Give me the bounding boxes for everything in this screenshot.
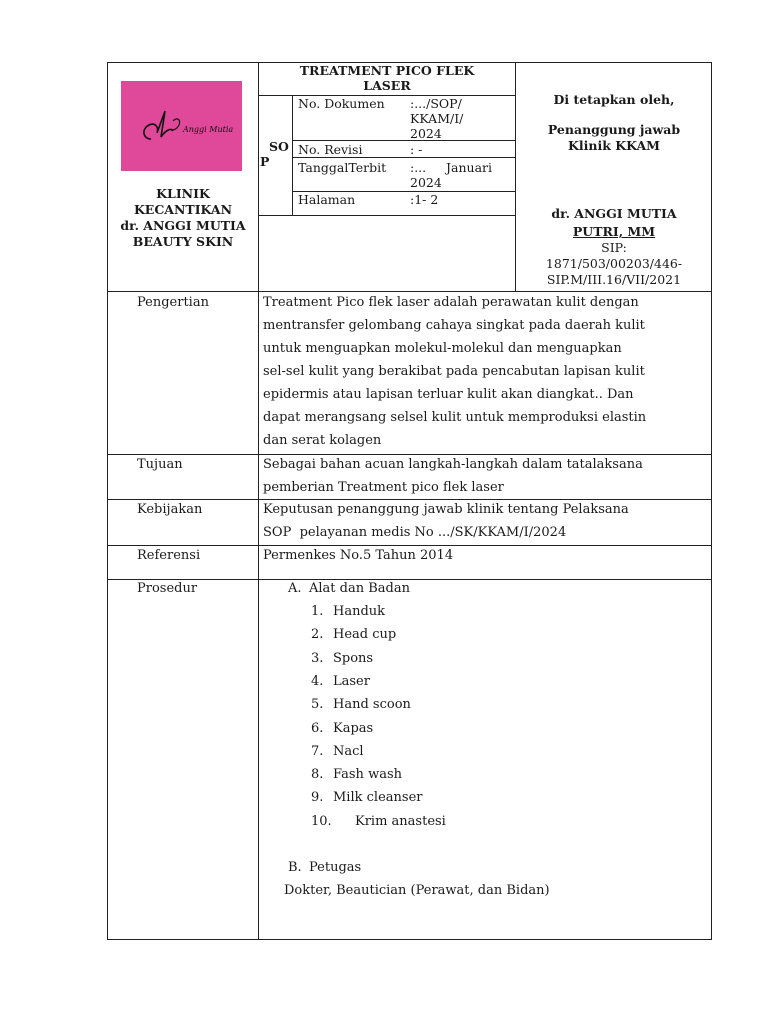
approval-name <box>517 205 711 241</box>
kebijakan-text <box>263 498 704 544</box>
paragraph-line: dan serat kolagen <box>263 433 382 448</box>
section-label-pengertian: Pengertian <box>137 295 209 310</box>
section-label-kebijakan: Kebijakan <box>137 502 203 517</box>
list-item-text: Handuk <box>333 604 386 619</box>
paragraph-line: sel-sel kulit yang berakibat pada pencabutan lapisan kulit <box>263 364 645 379</box>
list-marker-b: B. <box>288 860 302 875</box>
paragraph-line: mentransfer gelombang cahaya singkat pada daerah kulit <box>263 318 645 333</box>
clinic-logo <box>121 81 242 171</box>
list-item-text: Fash wash <box>333 767 402 783</box>
meta-value-line: 2024 <box>410 175 442 190</box>
list-marker-a: A. <box>288 581 302 596</box>
approval-role-line: Penanggung jawab <box>547 122 681 137</box>
paragraph-line: Keputusan penanggung jawab klinik tentang Pelaksana <box>263 502 629 517</box>
list-item-text: Laser <box>333 673 370 689</box>
meta-label-no-revisi: No. Revisi <box>298 142 363 157</box>
pengertian-text <box>263 291 704 452</box>
approval-set-by: Di tetapkan oleh, <box>553 92 675 107</box>
approval-name-line: PUTRI, MM <box>572 224 656 239</box>
meta-value-line: KKAM/I/ <box>410 111 464 126</box>
list-item-text: Head cup <box>333 627 397 643</box>
section-label-tujuan: Tujuan <box>137 457 183 472</box>
paragraph-line: dapat merangsang selsel kulit untuk memproduksi elastin <box>263 410 647 425</box>
list-item-number: 6. <box>311 720 324 736</box>
meta-value-no-revisi: : - <box>410 142 423 157</box>
list-item-text: Nacl <box>333 743 364 759</box>
meta-label-no-dokumen: No. Dokumen <box>298 96 385 111</box>
prosedur-b-text: Dokter, Beautician (Perawat, dan Bidan) <box>284 883 550 898</box>
clinic-name <box>110 186 256 250</box>
list-item-number: 10. <box>311 813 332 829</box>
list-item-text: Krim anastesi <box>355 813 446 829</box>
meta-label-tanggal-terbit: TanggalTerbit <box>298 160 387 175</box>
meta-value-halaman: :1- 2 <box>410 192 439 207</box>
list-item-number: 3. <box>311 650 324 666</box>
list-item-text: Kapas <box>333 720 374 736</box>
paragraph-line: pemberian Treatment pico flek laser <box>263 480 504 495</box>
list-item-number: 2. <box>311 627 324 643</box>
list-item-number: 5. <box>311 697 324 713</box>
clinic-name-line: BEAUTY SKIN <box>132 234 234 249</box>
section-label-referensi: Referensi <box>137 548 201 563</box>
approval-sip-line: SIP.M/III.16/VII/2021 <box>546 272 682 287</box>
meta-value-line: :.../SOP/ <box>410 96 462 111</box>
prosedur-b-title: Petugas <box>309 860 362 875</box>
tujuan-text <box>263 453 704 499</box>
approval-sip-label: SIP: <box>601 240 627 255</box>
sop-label-line: SO <box>269 139 289 154</box>
paragraph-line: epidermis atau lapisan terluar kulit akan diangkat.. Dan <box>263 387 634 402</box>
approval-name-line: dr. ANGGI MUTIA <box>551 206 677 221</box>
paragraph-line: untuk menguapkan molekul-molekul dan menguapkan <box>263 341 622 356</box>
document-title <box>260 63 514 93</box>
approval-sip <box>517 240 711 288</box>
meta-value-line: :... Januari <box>410 160 492 175</box>
section-label-prosedur: Prosedur <box>137 581 198 596</box>
approval-role-line: Klinik KKAM <box>568 138 660 153</box>
sop-label <box>260 139 289 169</box>
document-title-line: TREATMENT PICO FLEK <box>299 63 475 78</box>
logo-text: Anggi Mutia <box>183 125 234 134</box>
list-item-number: 7. <box>311 743 324 759</box>
approval-role <box>517 122 711 154</box>
meta-value-tanggal-terbit <box>410 160 492 190</box>
list-item-number: 1. <box>311 604 324 619</box>
paragraph-line: SOP pelayanan medis No .../SK/KKAM/I/2024 <box>263 525 567 540</box>
clinic-name-line: KECANTIKAN <box>133 202 233 217</box>
meta-value-no-dokumen <box>410 96 463 141</box>
clinic-name-line: KLINIK <box>156 186 210 201</box>
list-item-text: Milk cleanser <box>333 790 423 806</box>
list-item-text: Hand scoon <box>333 697 411 713</box>
clinic-name-line: dr. ANGGI MUTIA <box>120 218 246 233</box>
list-item-number: 8. <box>311 767 324 783</box>
prosedur-a-title: Alat dan Badan <box>309 581 410 596</box>
document-title-line: LASER <box>363 78 411 93</box>
referensi-text: Permenkes No.5 Tahun 2014 <box>263 548 454 563</box>
approval-sip-line: 1871/503/00203/446- <box>545 256 683 271</box>
list-item-number: 4. <box>311 673 324 689</box>
list-item-number: 9. <box>311 790 324 806</box>
sop-label-line: P <box>260 154 270 169</box>
meta-value-line: 2024 <box>410 126 442 141</box>
list-item-text: Spons <box>333 650 374 666</box>
meta-label-halaman: Halaman <box>298 192 356 207</box>
paragraph-line: Treatment Pico flek laser adalah perawatan kulit dengan <box>263 295 639 310</box>
paragraph-line: Sebagai bahan acuan langkah-langkah dalam tatalaksana <box>263 457 643 472</box>
